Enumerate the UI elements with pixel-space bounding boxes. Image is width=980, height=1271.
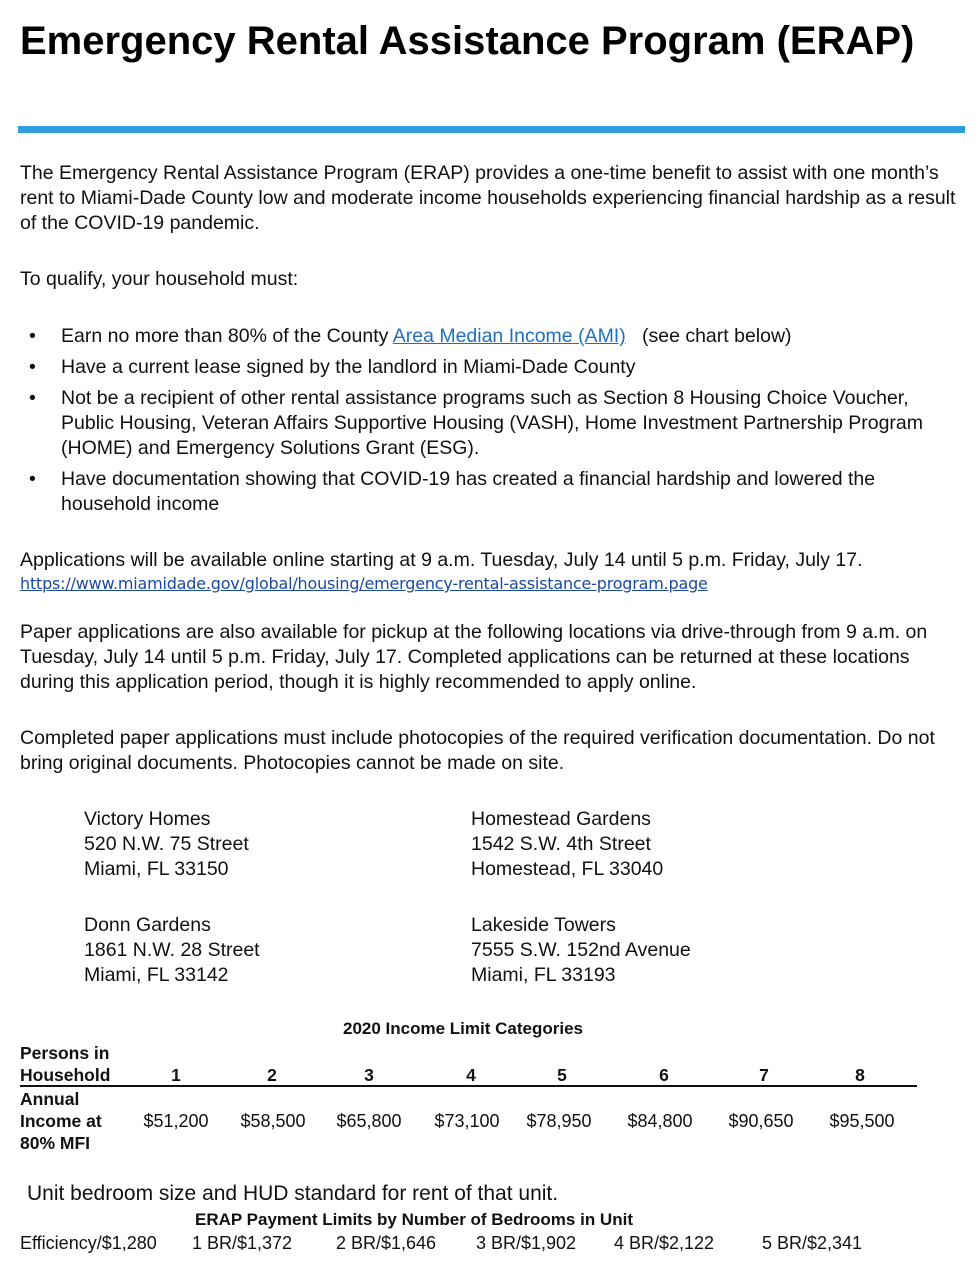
income-cell: $73,100: [434, 1111, 500, 1131]
payment-limit-item: Efficiency/$1,280: [20, 1233, 157, 1253]
persons-cell: 4: [466, 1065, 476, 1085]
table-divider: [20, 1085, 917, 1087]
page-title: Emergency Rental Assistance Program (ERAP): [20, 19, 915, 63]
bullet-icon: •: [29, 325, 36, 347]
location-name: Lakeside Towers: [471, 914, 616, 936]
income-table-title: 2020 Income Limit Categories: [343, 1019, 583, 1038]
persons-cell: 8: [855, 1065, 865, 1085]
income-header: [20, 1088, 102, 1154]
location-city: Miami, FL 33150: [84, 858, 229, 880]
payment-limit-item: 4 BR/$2,122: [614, 1233, 715, 1253]
income-cell: $65,800: [336, 1111, 402, 1131]
ami-link[interactable]: Area Median Income (AMI): [392, 325, 626, 347]
location-victory-homes: [84, 807, 444, 882]
payment-limit-item: 3 BR/$1,902: [476, 1233, 577, 1253]
list-item: [20, 467, 965, 517]
bullet-icon: •: [29, 468, 36, 490]
location-lakeside-towers: [471, 913, 831, 988]
qualification-list: [20, 324, 965, 523]
persons-cell: 3: [364, 1065, 374, 1085]
qualify-heading: To qualify, your household must:: [20, 268, 299, 290]
income-cell: $84,800: [627, 1111, 693, 1131]
income-cell: $90,650: [728, 1111, 794, 1131]
location-street: 1861 N.W. 28 Street: [84, 939, 260, 961]
title-divider: [18, 126, 965, 133]
header-text: Household: [20, 1065, 111, 1085]
persons-cell: 5: [557, 1065, 567, 1085]
program-url-link[interactable]: https://www.miamidade.gov/global/housing/emergency-rental-assistance-program.page: [20, 574, 708, 593]
persons-cell: 7: [759, 1065, 769, 1085]
intro-paragraph: The Emergency Rental Assistance Program (ERAP) provides a one-time benefit to assist with one month’s rent to Miami-Dade County low and moderate income households experiencing financial hardship as a result of the COVID-19 pandemic.: [20, 162, 956, 234]
income-cell: $58,500: [240, 1111, 306, 1131]
payment-limit-item: 2 BR/$1,646: [336, 1233, 437, 1253]
bullet-icon: •: [29, 387, 36, 409]
list-item: [20, 355, 965, 380]
hud-note: Unit bedroom size and HUD standard for rent of that unit.: [27, 1182, 559, 1205]
header-text: Persons in: [20, 1043, 110, 1063]
bullet-text: Earn no more than 80% of the County: [61, 325, 393, 347]
persons-cell: 2: [267, 1065, 277, 1085]
location-name: Donn Gardens: [84, 914, 211, 936]
payment-limit-item: 1 BR/$1,372: [192, 1233, 293, 1253]
bullet-text: (see chart below): [625, 325, 792, 347]
location-city: Homestead, FL 33040: [471, 858, 664, 880]
location-street: 520 N.W. 75 Street: [84, 833, 249, 855]
header-text: Income at: [20, 1111, 102, 1131]
header-text: Annual: [20, 1089, 80, 1109]
persons-header: [20, 1042, 110, 1086]
persons-cell: 6: [659, 1065, 669, 1085]
income-cell: $51,200: [143, 1111, 209, 1131]
payment-limits-title: ERAP Payment Limits by Number of Bedrooms in Unit: [195, 1210, 633, 1229]
photocopies-paragraph: Completed paper applications must include photocopies of the required verification documentation. Do not bring original documents. Photocopies cannot be made on site.: [20, 727, 935, 774]
income-cell: $95,500: [829, 1111, 895, 1131]
applications-paragraph: Applications will be available online starting at 9 a.m. Tuesday, July 14 until 5 p.m. Friday, July 17.: [20, 549, 863, 571]
persons-cell: 1: [171, 1065, 181, 1085]
location-street: 7555 S.W. 152nd Avenue: [471, 939, 691, 961]
location-street: 1542 S.W. 4th Street: [471, 833, 651, 855]
location-city: Miami, FL 33193: [471, 964, 616, 986]
payment-limit-item: 5 BR/$2,341: [762, 1233, 863, 1253]
location-name: Homestead Gardens: [471, 808, 651, 830]
list-item: [20, 386, 965, 461]
location-donn-gardens: [84, 913, 444, 988]
location-city: Miami, FL 33142: [84, 964, 229, 986]
list-item: [20, 324, 965, 349]
bullet-text: Not be a recipient of other rental assistance programs such as Section 8 Housing Choice Voucher, Public Housing, Veteran Affairs Supportive Housing (VASH), Home Investment Partnership Program (HOME) and Emergency Solutions Grant (ESG).: [61, 387, 924, 459]
location-name: Victory Homes: [84, 808, 211, 830]
bullet-text: Have a current lease signed by the landlord in Miami-Dade County: [61, 356, 636, 378]
income-cell: $78,950: [526, 1111, 592, 1131]
paper-applications-paragraph: Paper applications are also available for pickup at the following locations via drive-through from 9 a.m. on Tuesday, July 14 until 5 p.m. Friday, July 17. Completed applications can be returned at these locations during this application period, though it is highly recommended to apply online.: [20, 621, 928, 693]
location-homestead-gardens: [471, 807, 831, 882]
header-text: 80% MFI: [20, 1133, 91, 1153]
bullet-text: Have documentation showing that COVID-19 has created a financial hardship and lowered the household income: [61, 468, 876, 515]
bullet-icon: •: [29, 356, 36, 378]
